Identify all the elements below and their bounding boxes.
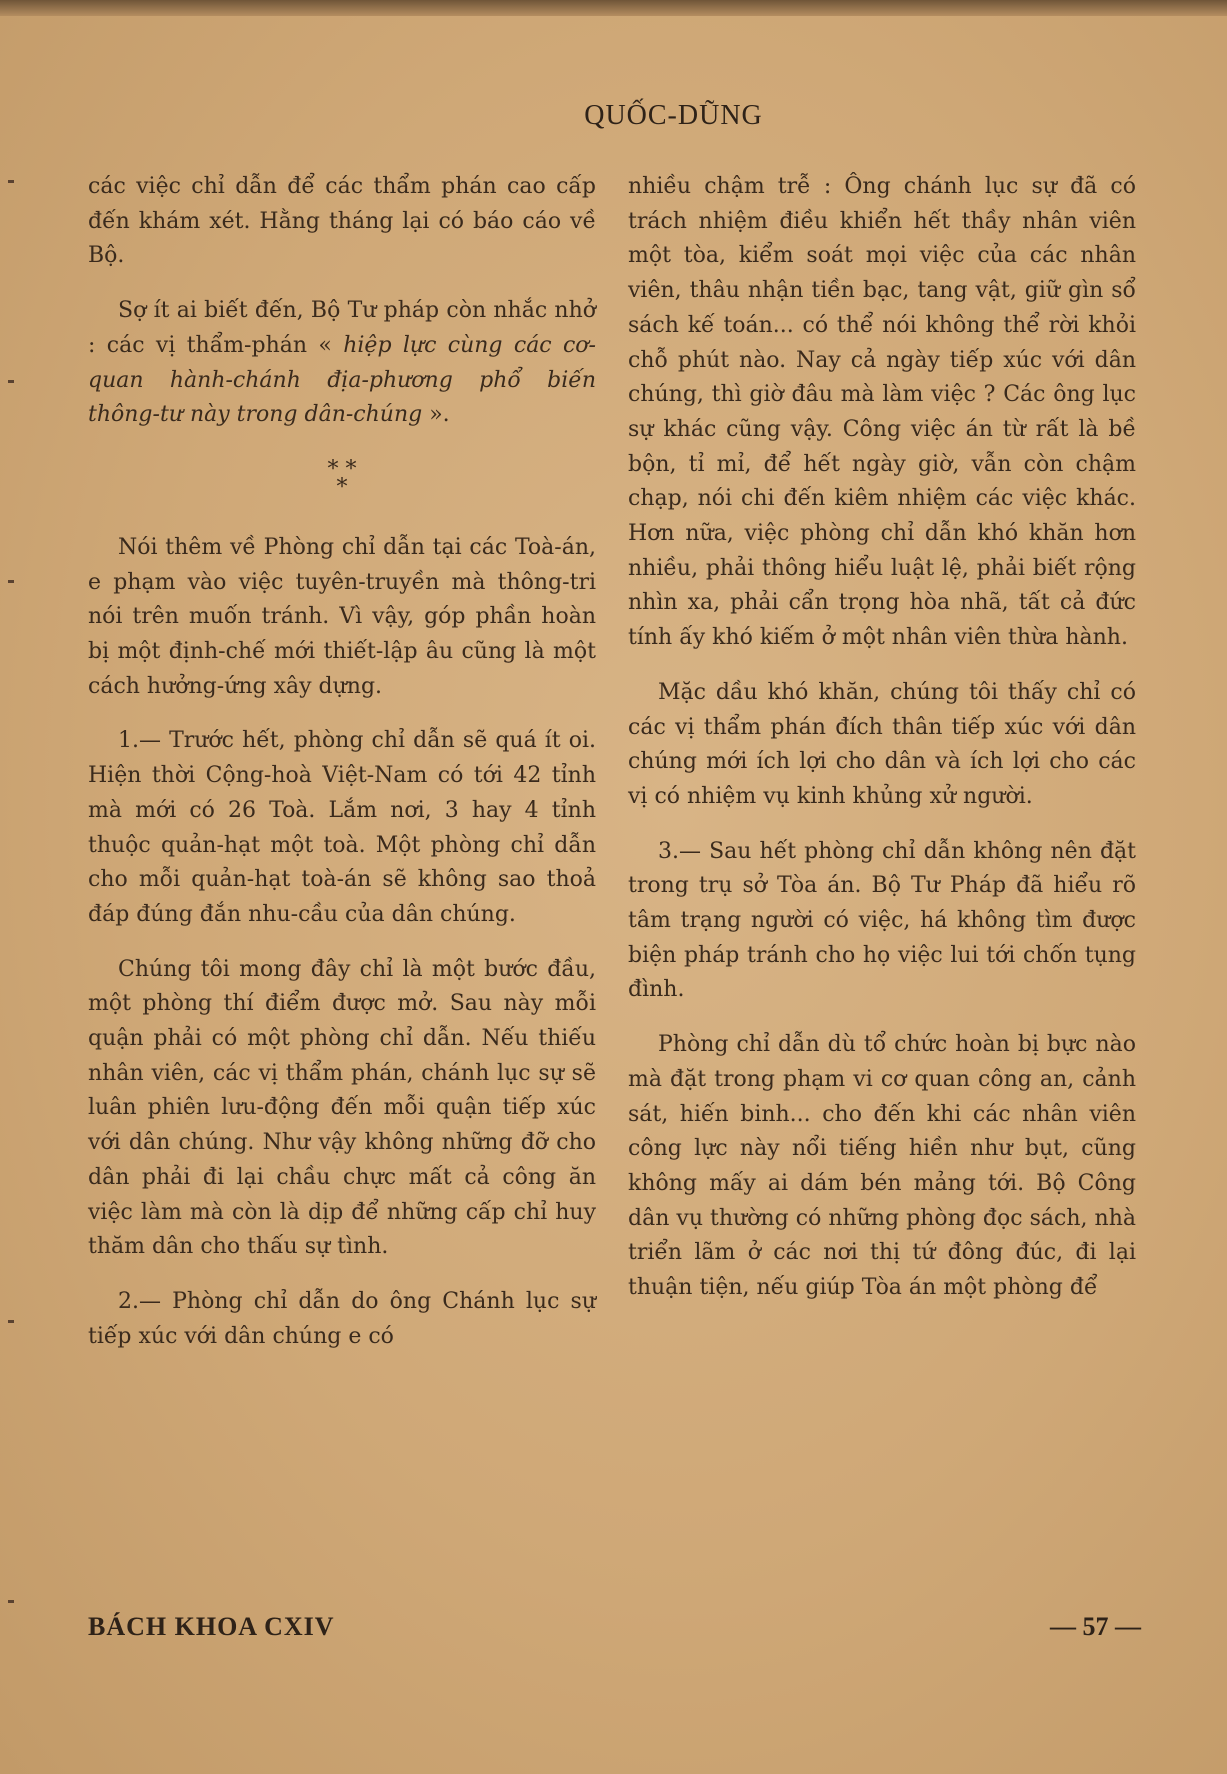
edge-mark <box>8 1320 14 1323</box>
paragraph-text: ». <box>429 402 450 428</box>
paragraph: các việc chỉ dẫn để các thẩm phán cao cấp đến khám xét. Hằng tháng lại có báo cáo về Bộ. <box>88 174 596 269</box>
quoted-italic-text: hiệp lực cùng các cơ-quan hành-chánh địa-phương phổ biến thông-tư này trong dân-chúng <box>88 332 596 428</box>
top-border <box>0 0 1227 16</box>
section-separator <box>88 456 596 500</box>
edge-mark <box>8 180 14 183</box>
paragraph: 1.— Trước hết, phòng chỉ dẫn sẽ quá ít oi. Hiện thời Cộng-hoà Việt-Nam có tới 42 tỉnh mà mới có 26 Toà. Lắm nơi, 3 hay 4 tỉnh thuộc quản-hạt một toà. Một phòng chỉ dẫn cho mỗi quản-hạt toà-án sẽ không sao thoả đáp đúng đắn nhu-cầu của dân chúng. <box>88 728 596 927</box>
paragraph-text: Sợ ít ai biết đến, Bộ Tư pháp còn nhắc nhở : các vị thẩm-phán « <box>88 298 596 358</box>
paragraph: Mặc dầu khó khăn, chúng tôi thấy chỉ có các vị thẩm phán đích thân tiếp xúc với dân chúng mới ích lợi cho dân và ích lợi cho các vị có nhiệm vụ kinh khủng xử người. <box>628 679 1136 809</box>
right-column <box>628 170 1136 1306</box>
running-title: QUỐC-DŨNG <box>584 100 763 131</box>
paragraph: 2.— Phòng chỉ dẫn do ông Chánh lục sự tiếp xúc với dân chúng e có <box>88 1288 596 1349</box>
edge-mark <box>8 1600 14 1603</box>
page-number: — 57 — <box>1050 1612 1141 1641</box>
separator-stars: * * <box>327 456 357 482</box>
edge-mark <box>8 580 14 583</box>
edge-mark <box>8 380 14 383</box>
paragraph: Phòng chỉ dẫn dù tổ chức hoàn bị bực nào mà đặt trong phạm vi cơ quan công an, cảnh sát, hiến binh... cho đến khi các nhân viên công lực này nổi tiếng hiền như bụt, cũng không mấy ai dám bén mảng tới. Bộ Công dân vụ thường có những phòng đọc sách, nhà triển lãm ở các nơi thị tứ đông đúc, đi lại thuận tiện, nếu giúp Tòa án một phòng để <box>628 1032 1136 1301</box>
paragraph: Chúng tôi mong đây chỉ là một bước đầu, một phòng thí điểm được mở. Sau này mỗi quận phải có một phòng chỉ dẫn. Nếu thiếu nhân viên, các vị thẩm phán, chánh lục sự sẽ luân phiên lưu-động đến mỗi quận tiếp xúc với dân chúng. Như vậy không những đỡ cho dân phải đi lại chầu chực mất cả công ăn việc làm mà còn là dịp để những cấp chỉ huy thăm dân cho thấu sự tình. <box>88 956 596 1260</box>
paragraph <box>88 294 596 433</box>
publication-footer: BÁCH KHOA CXIV <box>88 1612 335 1641</box>
paragraph: nhiều chậm trễ : Ông chánh lục sự đã có trách nhiệm điều khiển hết thầy nhân viên một tòa, kiểm soát mọi việc của các nhân viên, thâu nhận tiền bạc, tang vật, giữ gìn sổ sách kế toán... có thể nói không thể rời khỏi chỗ phút nào. Nay cả ngày tiếp xúc với dân chúng, thì giờ đâu mà làm việc ? Các ông lục sự khác cũng vậy. Công việc án từ rất là bề bộn, tỉ mỉ, để hết ngày giờ, vẫn còn chậm chạp, nói chi đến kiêm nhiệm các việc khác. Hơn nữa, việc phòng chỉ dẫn khó khăn hơn nhiều, phải thông hiểu luật lệ, phải biết rộng nhìn xa, phải cẩn trọng hòa nhã, tất cả đức tính ấy khó kiếm ở một nhân viên thừa hành. <box>628 174 1136 651</box>
paragraph: 3.— Sau hết phòng chỉ dẫn không nên đặt trong trụ sở Tòa án. Bộ Tư Pháp đã hiểu rõ tâm trạng người có việc, há không tìm được biện pháp tránh cho họ việc lui tới chốn tụng đình. <box>628 838 1136 1003</box>
left-column <box>88 170 596 1354</box>
separator-star: * <box>336 474 348 500</box>
paragraph: Nói thêm về Phòng chỉ dẫn tại các Toà-án, e phạm vào việc tuyên-truyền mà thông-tri nói trên muốn tránh. Vì vậy, góp phần hoàn bị một định-chế mới thiết-lập âu cũng là một cách hưởng-ứng xây dựng. <box>88 534 596 699</box>
